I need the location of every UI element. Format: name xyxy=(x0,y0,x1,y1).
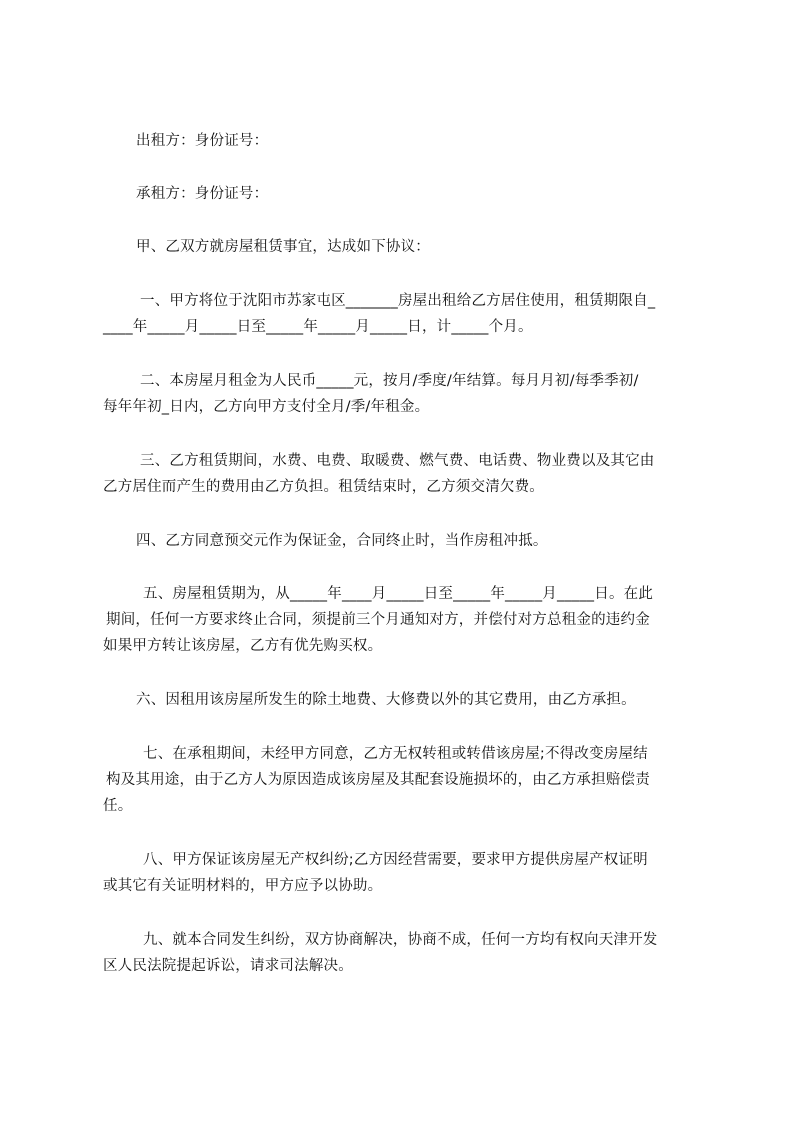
intro-line: 甲、乙双方就房屋租赁事宜，达成如下协议： xyxy=(136,239,430,255)
clause-8-line-1: 八、甲方保证该房屋无产权纠纷;乙方因经营需要，要求甲方提供房屋产权证明 xyxy=(143,852,648,868)
clause-3-line-2: 乙方居住而产生的费用由乙方负担。租赁结束时，乙方须交清欠费。 xyxy=(103,479,544,495)
clause-7-line-3: 任。 xyxy=(103,798,133,814)
clause-6-line-1: 六、因租用该房屋所发生的除土地费、大修费以外的其它费用，由乙方承担。 xyxy=(136,692,636,708)
clause-2-line-2: 每年年初_日内，乙方向甲方支付全月/季/年租金。 xyxy=(103,399,430,415)
clause-5-line-2: 期间，任何一方要求终止合同，须提前三个月通知对方，并偿付对方总租金的违约金 xyxy=(106,612,650,628)
clause-5-line-1: 五、房屋租赁期为，从_____年____月_____日至_____年_____月_____日。在此 xyxy=(143,586,654,602)
lessee-line: 承租方：身份证号： xyxy=(136,186,269,202)
lessor-line: 出租方：身份证号： xyxy=(136,133,269,149)
clause-2-line-1: 二、本房屋月租金为人民币_____元，按月/季度/年结算。每月月初/每季季初/ xyxy=(140,373,639,389)
clause-4-line-1: 四、乙方同意预交元作为保证金，合同终止时，当作房租冲抵。 xyxy=(136,533,548,549)
clause-7-line-1: 七、在承租期间，未经甲方同意，乙方无权转租或转借该房屋;不得改变房屋结 xyxy=(143,746,648,762)
clause-1-line-1: 一、甲方将位于沈阳市苏家屯区_______房屋出租给乙方居住使用，租赁期限自_ xyxy=(140,293,656,309)
clause-3-line-1: 三、乙方租赁期间，水费、电费、取暖费、燃气费、电话费、物业费以及其它由 xyxy=(140,453,655,469)
clause-1-line-2: ____年_____月_____日至_____年_____月_____日，计_____个月。 xyxy=(103,319,533,335)
clause-9-line-1: 九、就本合同发生纠纷，双方协商解决，协商不成，任何一方均有权向天津开发 xyxy=(143,932,658,948)
clause-5-line-3: 如果甲方转让该房屋，乙方有优先购买权。 xyxy=(103,638,383,654)
clause-8-line-2: 或其它有关证明材料的，甲方应予以协助。 xyxy=(103,878,383,894)
clause-9-line-2: 区人民法院提起诉讼，请求司法解决。 xyxy=(103,958,353,974)
clause-7-line-2: 构及其用途，由于乙方人为原因造成该房屋及其配套设施损坏的，由乙方承担赔偿责 xyxy=(106,772,650,788)
